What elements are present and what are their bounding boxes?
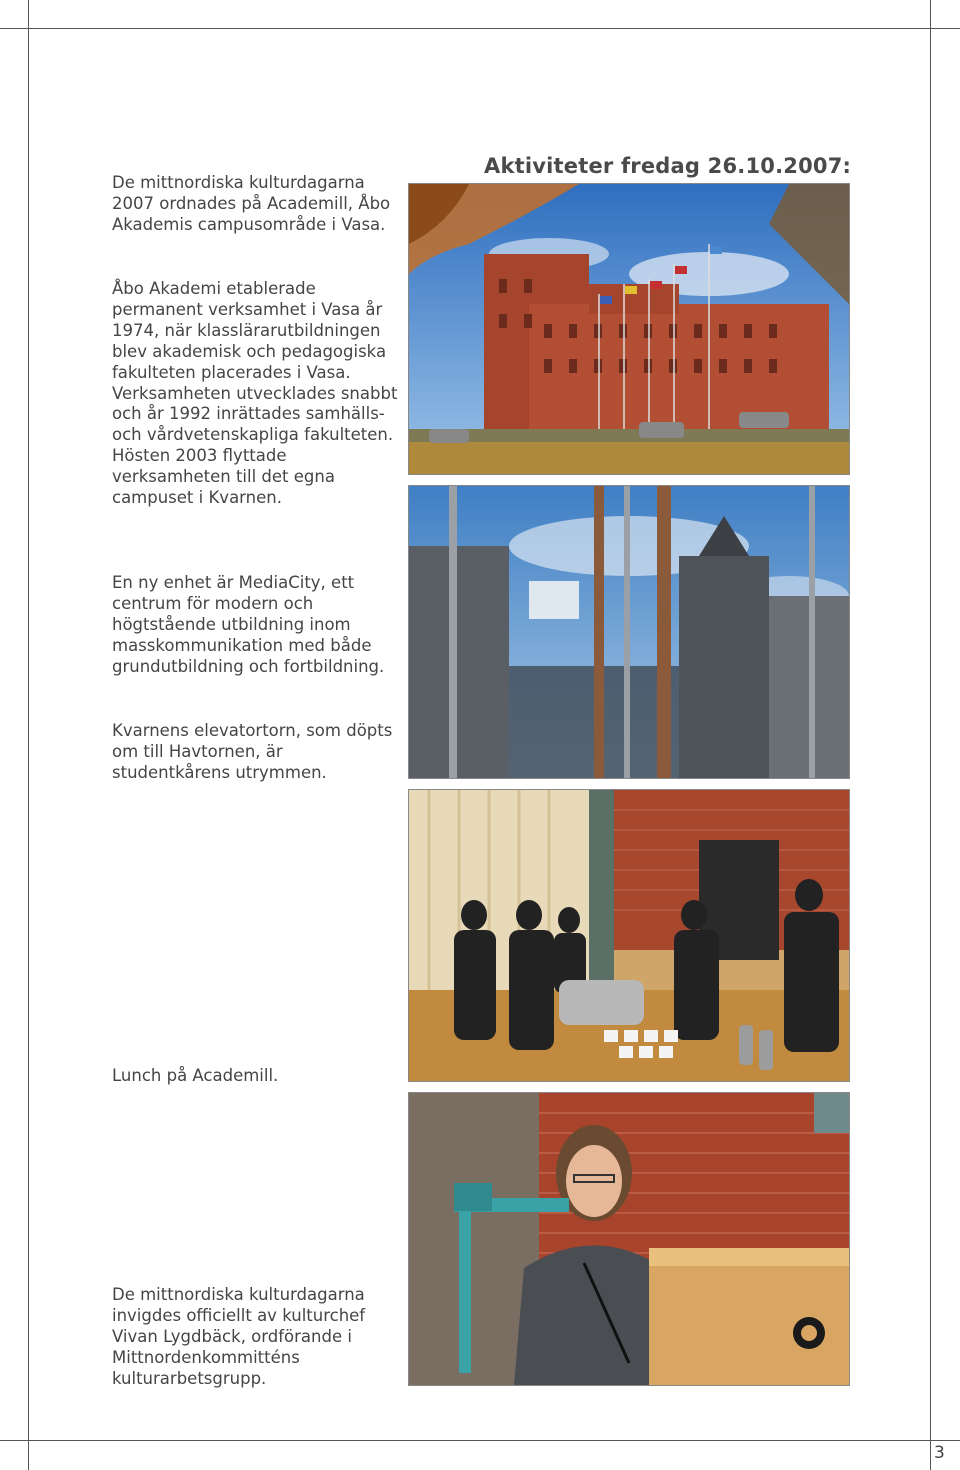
- glass-facade-photo: [408, 485, 850, 779]
- intro-paragraph: De mittnordiska kulturdagarna 2007 ordnades på Academill, Åbo Akademis campusområde i Vasa.: [112, 173, 391, 234]
- page-number: 3: [934, 1443, 945, 1463]
- havtornen-paragraph: Kvarnens elevatortorn, som döpts om till Havtornen, är studentkårens utrymmen.: [112, 721, 393, 782]
- section-heading: Aktiviteter fredag 26.10.2007:: [484, 154, 852, 178]
- left-rule: [28, 0, 29, 1470]
- top-rule: [0, 28, 960, 29]
- opening-caption: De mittnordiska kulturdagarna invigdes officiellt av kulturchef Vivan Lygdbäck, ordförande i Mittnordenkommitténs kulturarbetsgrupp.: [112, 1285, 366, 1388]
- lunch-photo: [408, 789, 850, 1082]
- mediacity-paragraph: En ny enhet är MediaCity, ett centrum för modern och högtstående utbildning inom masskommunikation med både grundutbildning och fortbildning.: [112, 573, 385, 676]
- lunch-caption: Lunch på Academill.: [112, 1066, 279, 1085]
- campus-building-photo: [408, 183, 850, 475]
- right-rule: [930, 0, 931, 1470]
- speaker-photo: [408, 1092, 850, 1386]
- history-paragraph: Åbo Akademi etablerade permanent verksamhet i Vasa år 1974, när klasslärarutbildningen blev akademisk och pedagogiska fakulteten placerades i Vasa. Verksamheten utvecklades snabbt och år 1992 inrättades samhälls- och vårdvetenskapliga fakulteten. Hösten 2003 flyttade verksamheten till det egna campuset i Kvarnen.: [112, 279, 398, 508]
- bottom-rule: [0, 1440, 960, 1441]
